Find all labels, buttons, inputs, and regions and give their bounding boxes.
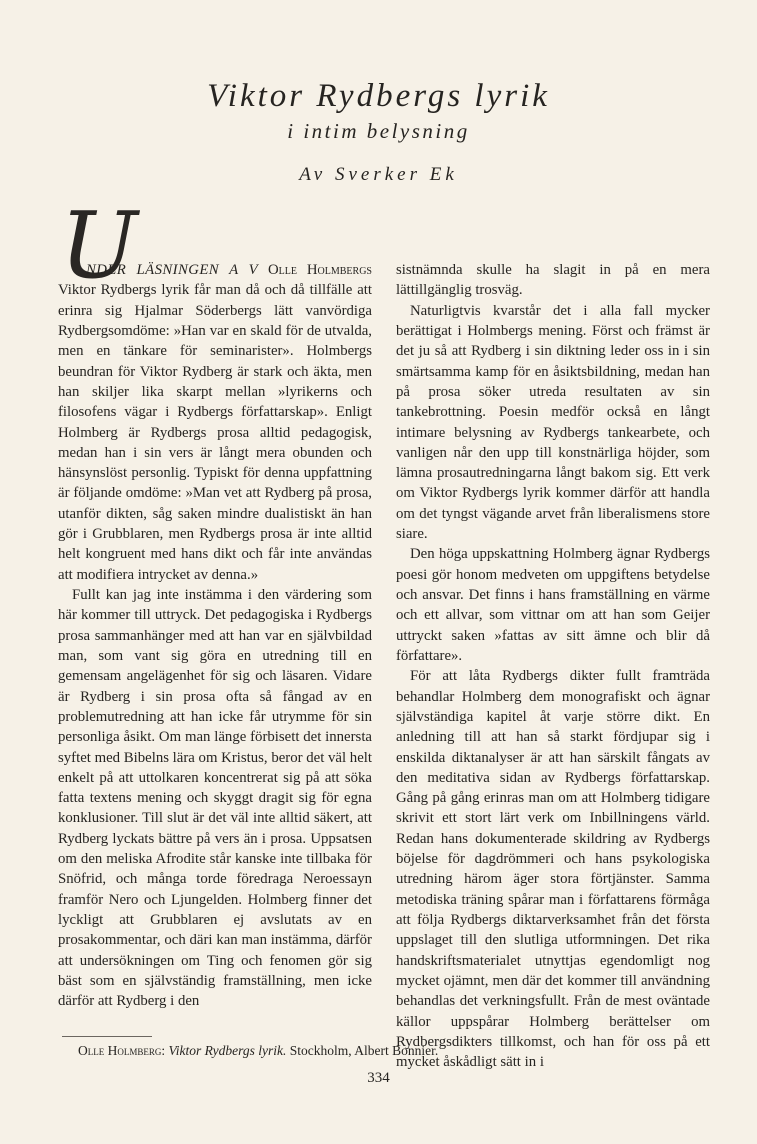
article-title: Viktor Rydbergs lyrik <box>207 78 550 114</box>
paragraph: Den höga uppskattning Holmberg ägnar Rydbergs poesi gör honom medveten om uppgiftens betydelse och ansvar. Det finns i hans framställning en värme och ett allvar, som vittnar om att han som Geijer uttryckt saken »fattas av sitt ämne och blir då författare». <box>396 546 710 664</box>
footnote <box>78 1043 438 1059</box>
page-number: 334 <box>367 1070 390 1086</box>
paragraph <box>58 260 372 585</box>
drop-cap: U <box>60 192 138 299</box>
footnote-publisher: Stockholm, Albert Bonnier. <box>289 1043 439 1058</box>
footnote-title: Viktor Rydbergs lyrik. <box>168 1043 287 1058</box>
paragraph: Naturligtvis kvarstår det i alla fall mycker berättigat i Holmbergs mening. Först och främst är det ju så att Rydberg i sin diktning leder oss in i sin smärtsamma kamp för en åsiktsbildning, medan han på prosa söker utreda resultaten av sin tankebrottning. Poesin medför också en långt intimare belysning av Rydbergs tankearbete, och vanligen når den upp till konstnärliga höjder, som lämna prosautredningarna långt bakom sig. Ett verk om Viktor Rydbergs lyrik kommer därför att handla om det tyngst vägande arvet från liberalismens store siare. <box>396 302 710 543</box>
left-column <box>58 260 372 1012</box>
article-subtitle: i intim belysning <box>287 119 470 143</box>
footnote-divider <box>62 1036 152 1037</box>
footnote-author: Olle Holmberg: <box>78 1043 166 1058</box>
lead-author: Olle Holmbergs <box>267 262 372 278</box>
paragraph-text: Viktor Rydbergs lyrik får man då och då tillfälle att erinra sig Hjalmar Söderbergs lätt vanvördiga Rydbergsomdöme: »Han var en skald för de utvalda, men en tänkare för seminarister». Holmbergs beundran för Viktor Rydberg är stark och äkta, men han skiljer lika skarpt mellan »lyrikerns och filosofens vägar i Rydbergs författarskap». Enligt Holmberg är Rydbergs prosa alltid pedagogisk, medan han i sin vers är långt mera obunden och hänsynslöst personlig. Typiskt för denna uppfattning är följande omdöme: »Man vet att Rydberg på prosa, utanför dikten, såg saken mindre dualistiskt än han gör i Grubblaren, men Rydbergs prosa är inte alltid helt kongruent med hans dikt och får inte användas att modifiera intrycket av denna.» <box>58 282 372 583</box>
article-author: Av Sverker Ek <box>299 164 458 185</box>
right-column <box>396 260 710 1073</box>
paragraph: För att låta Rydbergs dikter fullt framträda behandlar Holmberg dem monografiskt och ägnar självständiga kapitel åt varje större dikt. En anledning till att han så starkt fördjupar sig i enskilda diktanalyser är att han särskilt fångats av den meditativa sidan av Rydbergs författarskap. Gång på gång erinras man om att Holmberg tidigare skrivit ett stort lärt verk om Inbillningens värld. Redan hans dokumenterade skildring av Rydbergs böjelse för dagdrömmeri och hans psykologiska utredning härom äger stora förtjänster. Samma metodiska träning spårar man i författarens förmåga att följa Rydbergs diktarverksamhet från det första uppslaget till den slutliga utformningen. Det rika handskriftsmaterialet utnyttjas egendomligt nog mycket ojämnt, men där det kommer till användning behandlas det verkningsfullt. Från de mest oväntade källor uppspårar Holmberg berättelser om Rydbergsdikters tillkomst, och han för oss på ett mycket åskådligt sätt in i <box>396 668 710 1071</box>
paragraph: Fullt kan jag inte instämma i den värdering som här kommer till uttryck. Det pedagogiska i Rydbergs prosa sammanhänger med att han var en självbildad man, som vant sig göra en utredning till en gemensam angelägenhet för sig och läsaren. Vidare är Rydberg i sin prosa ofta så fångad av en problemutredning att han icke får utrymme för sin personliga åsikt. Om man länge förbisett det innersta syftet med Bibelns lära om Kristus, beror det väl helt enkelt på att uttolkaren koncentrerat sig på att söka fatta textens mening och skyggt dragit sig för egna konklusioner. Till slut är det väl inte alltid säkert, att Rydberg lyckats bättre på vers än i prosa. Uppsatsen om den meliska Afrodite står kanske inte tillbaka för Snöfrid, och många torde föredraga Neroessayn framför Nero och Ljungelden. Holmberg finner det lyckligt att Grubblaren ej avslutats av en prosakommentar, och däri kan man instämma, därför att undersökningen om Ting och fenomen gör sig bäst som en självständig framställning, men icke därför att Rydberg i den <box>58 587 372 1010</box>
paragraph: sistnämnda skulle ha slagit in på en mera lättillgänglig trosväg. <box>396 262 710 299</box>
lead-in: NDER LÄSNINGEN A V <box>86 262 259 278</box>
